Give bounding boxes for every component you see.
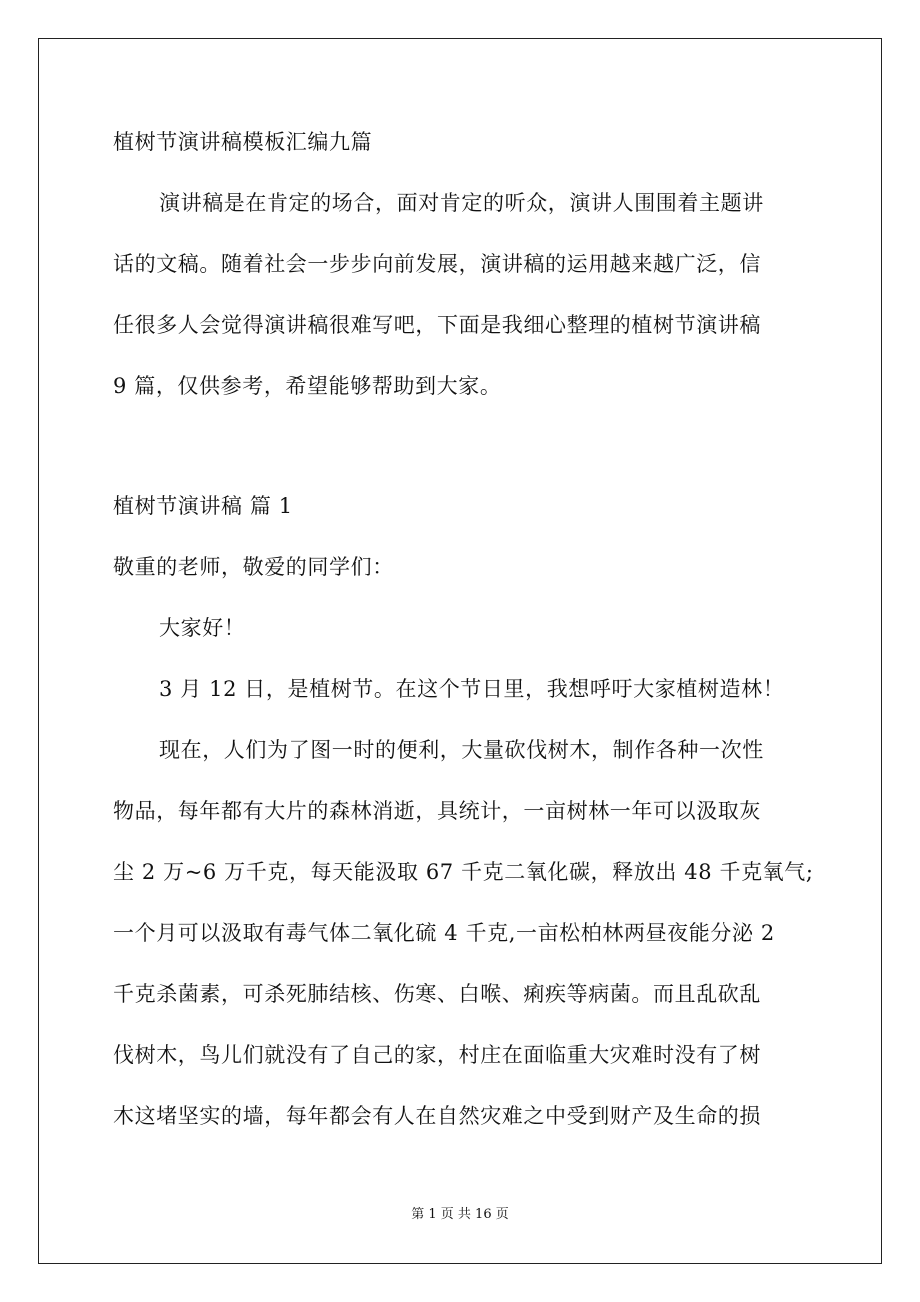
- paragraph-2-line-3: 尘 2 万~6 万千克，每天能汲取 67 千克二氧化碳，释放出 48 千克氧气;: [113, 860, 814, 884]
- paragraph-2-line-7: 木这堵坚实的墙，每年都会有人在自然灾难之中受到财产及生命的损: [113, 1104, 761, 1128]
- greeting: 大家好！: [159, 616, 246, 640]
- paragraph-2-line-2: 物品，每年都有大片的森林消逝，具统计，一亩树林一年可以汲取灰: [113, 799, 761, 823]
- intro-line-2: 话的文稿。随着社会一步步向前发展，演讲稿的运用越来越广泛，信: [113, 252, 761, 276]
- intro-line-1: 演讲稿是在肯定的场合，面对肯定的听众，演讲人围围着主题讲: [159, 191, 764, 215]
- paragraph-2-line-1: 现在，人们为了图一时的便利，大量砍伐树木，制作各种一次性: [159, 738, 764, 762]
- paragraph-2-line-6: 伐树木，鸟儿们就没有了自己的家，村庄在面临重大灾难时没有了树: [113, 1043, 761, 1067]
- intro-line-4: 9 篇，仅供参考，希望能够帮助到大家。: [113, 374, 502, 398]
- intro-line-3: 任很多人会觉得演讲稿很难写吧，下面是我细心整理的植树节演讲稿: [113, 313, 761, 337]
- section-heading: 植树节演讲稿 篇 1: [113, 494, 293, 518]
- page-number-footer: 第 1 页 共 16 页: [411, 1207, 509, 1222]
- document-title: 植树节演讲稿模板汇编九篇: [113, 130, 373, 154]
- paragraph-1: 3 月 12 日，是植树节。在这个节日里，我想呼吁大家植树造林！: [159, 677, 785, 701]
- page-border: [38, 38, 882, 1264]
- salutation: 敬重的老师，敬爱的同学们：: [113, 555, 394, 579]
- paragraph-2-line-5: 千克杀菌素，可杀死肺结核、伤寒、白喉、痢疾等病菌。而且乱砍乱: [113, 982, 761, 1006]
- paragraph-2-line-4: 一个月可以汲取有毒气体二氧化硫 4 千克,一亩松柏林两昼夜能分泌 2: [113, 921, 775, 945]
